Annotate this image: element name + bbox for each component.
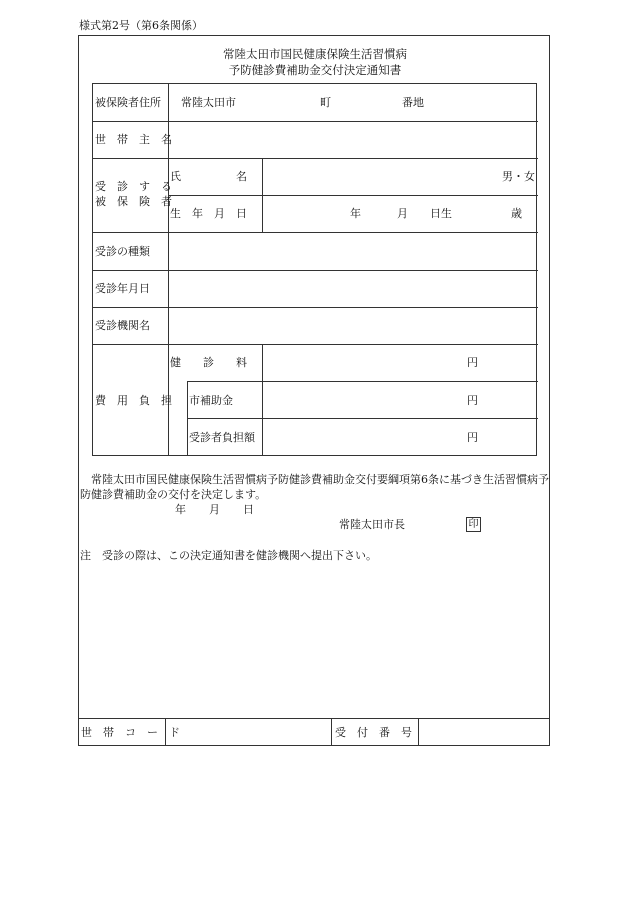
title-line-2: 予防健診費補助金交付決定通知書 [228,63,402,77]
exam-type-label: 受診の種類 [95,245,150,258]
dob-label: 生 年 月 日 [170,207,247,220]
address-label: 被保険者住所 [95,96,161,109]
notice-year: 年 [175,503,186,516]
row-divider [93,158,538,159]
exam-fee-label: 健 診 料 [170,356,247,369]
note-label: 注 [80,549,91,562]
institution-label: 受診機関名 [95,319,150,332]
column-divider [262,344,263,456]
row-divider [187,418,538,419]
row-divider [187,381,538,382]
form-number: 様式第2号（第6条関係） [79,19,203,32]
dob-year-unit: 年 [350,207,361,220]
column-divider [187,381,188,456]
seal-stamp-box: 印 [466,517,481,532]
household-head-label: 世 帯 主 名 [95,133,172,146]
name-label: 氏 名 [170,170,247,183]
subsidy-label: 市補助金 [189,394,233,407]
examinee-label-line-1: 受 診 す る [95,180,172,193]
row-divider [93,344,538,345]
self-pay-label: 受診者負担額 [189,431,255,444]
issuer-name: 常陸太田市長 [339,518,405,531]
dob-month-unit: 月 [397,207,408,220]
notice-day: 日 [243,503,254,516]
examinee-label-line-2: 被 保 険 者 [95,195,172,208]
age-unit: 歳 [511,207,522,220]
notice-month: 月 [209,503,220,516]
row-divider [93,270,538,271]
notice-body: 常陸太田市国民健康保険生活習慣病予防健診費補助金交付要綱項第6条に基づき生活習慣病予防健診費補助金の交付を決定します。 [80,473,549,501]
household-code-label: 世 帯 コ ー ド [81,726,180,739]
row-divider [168,195,538,196]
gender-choice: 男・女 [502,170,535,183]
row-divider [93,232,538,233]
self-pay-yen: 円 [467,431,478,444]
column-divider [262,158,263,232]
cost-label: 費 用 負 担 [95,394,172,407]
column-divider [418,719,419,746]
exam-fee-yen: 円 [467,356,478,369]
address-town-suffix: 町 [320,96,331,109]
receipt-number-label: 受 付 番 号 [335,726,412,739]
dob-day-unit: 日生 [430,207,452,220]
note-text: 受診の際は、この決定通知書を健診機関へ提出下さい。 [102,549,377,562]
row-divider [93,307,538,308]
exam-date-label: 受診年月日 [95,282,150,295]
address-prefix: 常陸太田市 [181,96,236,109]
column-divider [331,719,332,746]
address-number-suffix: 番地 [402,96,424,109]
subsidy-yen: 円 [467,394,478,407]
row-divider [93,121,538,122]
title-line-1: 常陸太田市国民健康保険生活習慣病 [223,47,407,61]
